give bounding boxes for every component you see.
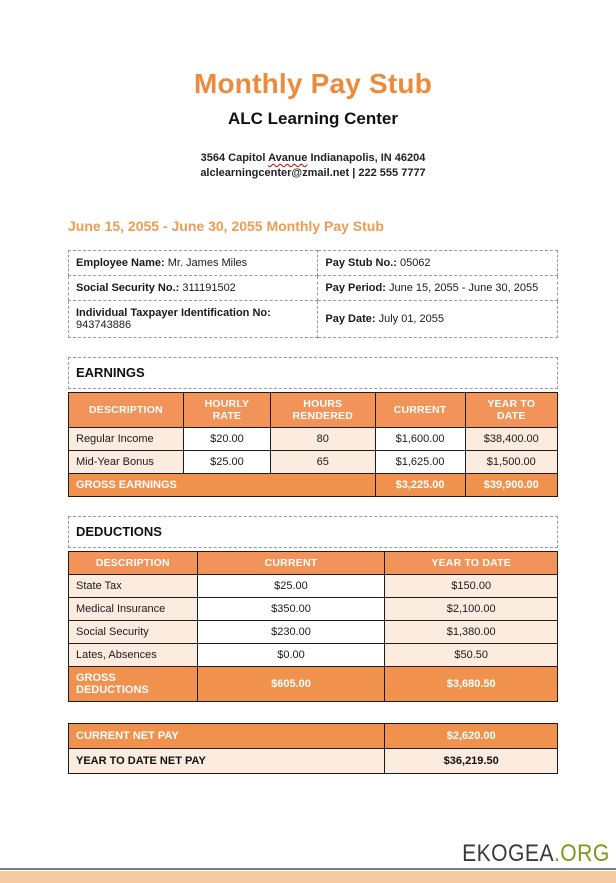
misspelled-word: Avanue xyxy=(268,152,308,164)
earning-description: Mid-Year Bonus xyxy=(69,451,184,474)
gross-earnings-label: GROSS EARNINGS xyxy=(69,474,376,497)
column-header: HOURS RENDERED xyxy=(270,393,375,428)
table-row xyxy=(69,575,558,598)
gross-deductions-ytd: $3,680.50 xyxy=(385,667,558,702)
year-to-date-value: $150.00 xyxy=(385,575,558,598)
year-to-date-value: $1,380.00 xyxy=(385,621,558,644)
footer-divider-line xyxy=(0,868,616,870)
taxpayer-id-cell xyxy=(69,301,318,338)
pay-period-cell xyxy=(318,276,558,301)
table-row xyxy=(69,451,558,474)
field-value: 943743886 xyxy=(76,319,132,331)
field-label: Employee Name: xyxy=(76,257,165,269)
footer-accent-bar xyxy=(0,871,616,883)
gross-deductions-row xyxy=(69,667,558,702)
current-value: $25.00 xyxy=(197,575,385,598)
field-value: 311191502 xyxy=(182,282,236,294)
year-to-date-value: $50.50 xyxy=(385,644,558,667)
year-to-date-value: $2,100.00 xyxy=(385,598,558,621)
field-label: Pay Stub No.: xyxy=(325,257,397,269)
social-security-cell xyxy=(69,276,318,301)
current-value: $230.00 xyxy=(197,621,385,644)
current-value: $0.00 xyxy=(197,644,385,667)
ytd-net-pay-row xyxy=(69,749,558,774)
table-row xyxy=(69,276,558,301)
field-label: Individual Taxpayer Identification No: xyxy=(76,307,271,319)
current-net-pay-label: CURRENT NET PAY xyxy=(69,724,385,749)
pay-stub-no-cell xyxy=(318,251,558,276)
field-value: July 01, 2055 xyxy=(378,313,445,325)
hours-rendered-value: 80 xyxy=(270,428,375,451)
current-net-pay-value: $2,620.00 xyxy=(385,724,558,749)
table-header-row xyxy=(69,393,558,428)
earnings-table xyxy=(68,392,558,497)
field-value: Mr. James Miles xyxy=(167,257,248,269)
gross-earnings-row xyxy=(69,474,558,497)
earnings-section-title: EARNINGS xyxy=(68,357,558,389)
gross-deductions-current: $605.00 xyxy=(197,667,385,702)
contact-line: alclearningcenter@zmail.net | 222 555 7777 xyxy=(200,167,426,179)
hours-rendered-value: 65 xyxy=(270,451,375,474)
brand-suffix: .ORG xyxy=(554,840,610,867)
deduction-description: Medical Insurance xyxy=(69,598,198,621)
address-line xyxy=(68,151,558,166)
brand-name: EKOGEA xyxy=(462,840,555,867)
table-row xyxy=(69,301,558,338)
year-to-date-value: $38,400.00 xyxy=(465,428,557,451)
employee-info-table xyxy=(68,250,558,338)
deduction-description: State Tax xyxy=(69,575,198,598)
current-value: $350.00 xyxy=(197,598,385,621)
column-header: YEAR TO DATE xyxy=(465,393,557,428)
deductions-table xyxy=(68,551,558,702)
document-title: Monthly Pay Stub xyxy=(193,68,433,99)
column-header: DESCRIPTION xyxy=(69,393,184,428)
field-label: Pay Date: xyxy=(325,313,376,325)
column-header: DESCRIPTION xyxy=(69,552,198,575)
table-row xyxy=(69,621,558,644)
table-row xyxy=(69,644,558,667)
field-value: 05062 xyxy=(399,257,431,269)
gross-earnings-current: $3,225.00 xyxy=(375,474,465,497)
deduction-description: Lates, Absences xyxy=(69,644,198,667)
field-label: Pay Period: xyxy=(325,282,386,294)
current-value: $1,600.00 xyxy=(375,428,465,451)
column-header: HOURLY RATE xyxy=(183,393,270,428)
table-row xyxy=(69,598,558,621)
field-label: Social Security No.: xyxy=(76,282,180,294)
company-address-block xyxy=(68,151,558,181)
table-row xyxy=(69,251,558,276)
net-pay-table xyxy=(68,723,558,774)
column-header: YEAR TO DATE xyxy=(385,552,558,575)
deductions-section-title: DEDUCTIONS xyxy=(68,516,558,548)
gross-earnings-ytd: $39,900.00 xyxy=(465,474,557,497)
ytd-net-pay-value: $36,219.50 xyxy=(385,749,558,774)
earning-description: Regular Income xyxy=(69,428,184,451)
address-prefix: 3564 Capitol xyxy=(200,152,269,164)
year-to-date-value: $1,500.00 xyxy=(465,451,557,474)
pay-period-heading: June 15, 2055 - June 30, 2055 Monthly Pay Stub xyxy=(68,218,384,234)
current-net-pay-row xyxy=(69,724,558,749)
table-header-row xyxy=(69,552,558,575)
column-header: CURRENT xyxy=(197,552,385,575)
employee-name-cell xyxy=(69,251,318,276)
address-suffix: Indianapolis, IN 46204 xyxy=(307,152,426,164)
table-row xyxy=(69,428,558,451)
hourly-rate-value: $25.00 xyxy=(183,451,270,474)
ytd-net-pay-label: YEAR TO DATE NET PAY xyxy=(69,749,385,774)
gross-deductions-label: GROSS DEDUCTIONS xyxy=(69,667,198,702)
column-header: CURRENT xyxy=(375,393,465,428)
hourly-rate-value: $20.00 xyxy=(183,428,270,451)
deduction-description: Social Security xyxy=(69,621,198,644)
current-value: $1,625.00 xyxy=(375,451,465,474)
pay-date-cell xyxy=(318,301,558,338)
company-name: ALC Learning Center xyxy=(227,109,399,128)
field-value: June 15, 2055 - June 30, 2055 xyxy=(388,282,539,294)
brand-logo xyxy=(462,840,610,868)
